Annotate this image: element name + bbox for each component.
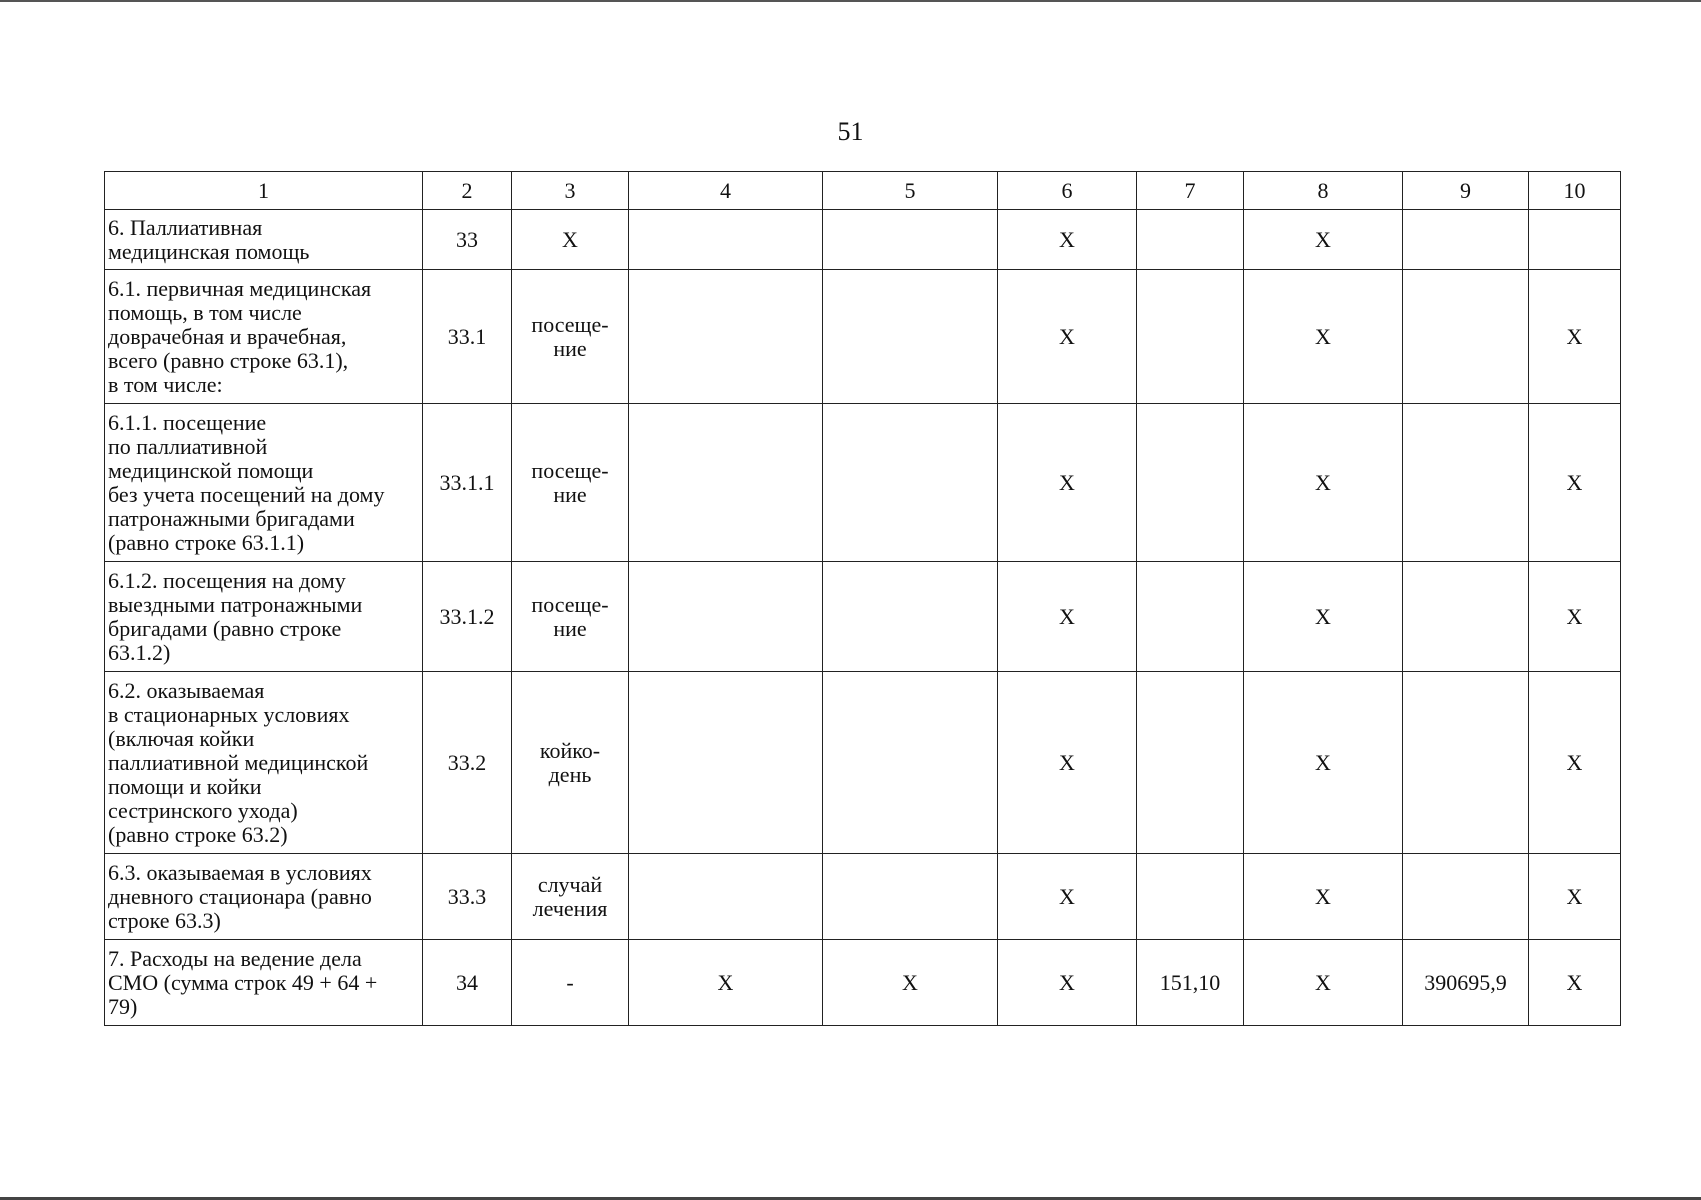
cell-col10: Х <box>1529 854 1621 940</box>
cell-col9 <box>1403 270 1529 404</box>
cell-col8: Х <box>1244 270 1403 404</box>
row-unit: - <box>512 940 629 1026</box>
cell-col9 <box>1403 854 1529 940</box>
table-row <box>105 854 1621 940</box>
cell-col5 <box>823 270 998 404</box>
cell-col8: Х <box>1244 562 1403 672</box>
cell-col10: Х <box>1529 270 1621 404</box>
row-name: 6.3. оказываемая в условиях дневного стационара (равно строке 63.3) <box>105 854 423 940</box>
row-unit: койко- день <box>512 672 629 854</box>
cell-col6: Х <box>998 672 1137 854</box>
page-number: 51 <box>837 117 864 146</box>
column-header: 5 <box>823 172 998 210</box>
cell-col7 <box>1137 270 1244 404</box>
cell-col5: Х <box>823 940 998 1026</box>
column-header: 1 <box>105 172 423 210</box>
column-header: 9 <box>1403 172 1529 210</box>
column-header: 6 <box>998 172 1137 210</box>
cell-col10: Х <box>1529 940 1621 1026</box>
column-header: 2 <box>423 172 512 210</box>
row-code: 33.2 <box>423 672 512 854</box>
cell-col6: Х <box>998 854 1137 940</box>
row-name: 6.1.1. посещение по паллиативной медицинской помощи без учета посещений на дому патронажными бригадами (равно строке 63.1.1) <box>105 404 423 562</box>
cell-col6: Х <box>998 210 1137 270</box>
column-header: 7 <box>1137 172 1244 210</box>
cell-col7 <box>1137 210 1244 270</box>
cell-col10: Х <box>1529 672 1621 854</box>
cell-col9 <box>1403 404 1529 562</box>
cell-col9 <box>1403 210 1529 270</box>
row-unit: посеще- ние <box>512 270 629 404</box>
cell-col4: Х <box>629 940 823 1026</box>
cell-col7: 151,10 <box>1137 940 1244 1026</box>
cell-col8: Х <box>1244 404 1403 562</box>
cell-col7 <box>1137 562 1244 672</box>
cell-col4 <box>629 854 823 940</box>
row-code: 34 <box>423 940 512 1026</box>
cell-col9 <box>1403 562 1529 672</box>
row-code: 33.1.2 <box>423 562 512 672</box>
cell-col5 <box>823 210 998 270</box>
row-unit: посеще- ние <box>512 404 629 562</box>
data-table <box>104 171 1621 1026</box>
row-name: 7. Расходы на ведение дела СМО (сумма строк 49 + 64 + 79) <box>105 940 423 1026</box>
row-name: 6.2. оказываемая в стационарных условиях (включая койки паллиативной медицинской помощи и койки сестринского ухода) (равно строке 63.2) <box>105 672 423 854</box>
cell-col7 <box>1137 404 1244 562</box>
cell-col6: Х <box>998 562 1137 672</box>
row-code: 33.1 <box>423 270 512 404</box>
row-name: 6.1.2. посещения на дому выездными патронажными бригадами (равно строке 63.1.2) <box>105 562 423 672</box>
cell-col9 <box>1403 672 1529 854</box>
row-code: 33.3 <box>423 854 512 940</box>
cell-col5 <box>823 562 998 672</box>
cell-col10: Х <box>1529 404 1621 562</box>
cell-col5 <box>823 672 998 854</box>
table-row <box>105 404 1621 562</box>
cell-col4 <box>629 270 823 404</box>
cell-col10: Х <box>1529 562 1621 672</box>
column-header: 10 <box>1529 172 1621 210</box>
row-name: 6. Паллиативная медицинская помощь <box>105 210 423 270</box>
cell-col6: Х <box>998 404 1137 562</box>
cell-col5 <box>823 854 998 940</box>
row-name: 6.1. первичная медицинская помощь, в том числе доврачебная и врачебная, всего (равно строке 63.1), в том числе: <box>105 270 423 404</box>
cell-col7 <box>1137 672 1244 854</box>
cell-col5 <box>823 404 998 562</box>
cell-col4 <box>629 562 823 672</box>
cell-col6: Х <box>998 270 1137 404</box>
column-header: 4 <box>629 172 823 210</box>
cell-col8: Х <box>1244 210 1403 270</box>
column-header: 3 <box>512 172 629 210</box>
cell-col4 <box>629 404 823 562</box>
row-unit: случай лечения <box>512 854 629 940</box>
cell-col4 <box>629 210 823 270</box>
cell-col8: Х <box>1244 672 1403 854</box>
cell-col9: 390695,9 <box>1403 940 1529 1026</box>
cell-col6: Х <box>998 940 1137 1026</box>
row-unit: Х <box>512 210 629 270</box>
row-unit: посеще- ние <box>512 562 629 672</box>
table-row <box>105 672 1621 854</box>
cell-col4 <box>629 672 823 854</box>
cell-col10 <box>1529 210 1621 270</box>
cell-col8: Х <box>1244 940 1403 1026</box>
row-code: 33 <box>423 210 512 270</box>
row-code: 33.1.1 <box>423 404 512 562</box>
cell-col7 <box>1137 854 1244 940</box>
column-number-row <box>105 172 1621 210</box>
page-top-border <box>0 0 1701 2</box>
table-row <box>105 940 1621 1026</box>
column-header: 8 <box>1244 172 1403 210</box>
table-row <box>105 270 1621 404</box>
cell-col8: Х <box>1244 854 1403 940</box>
table-row <box>105 210 1621 270</box>
table-row <box>105 562 1621 672</box>
